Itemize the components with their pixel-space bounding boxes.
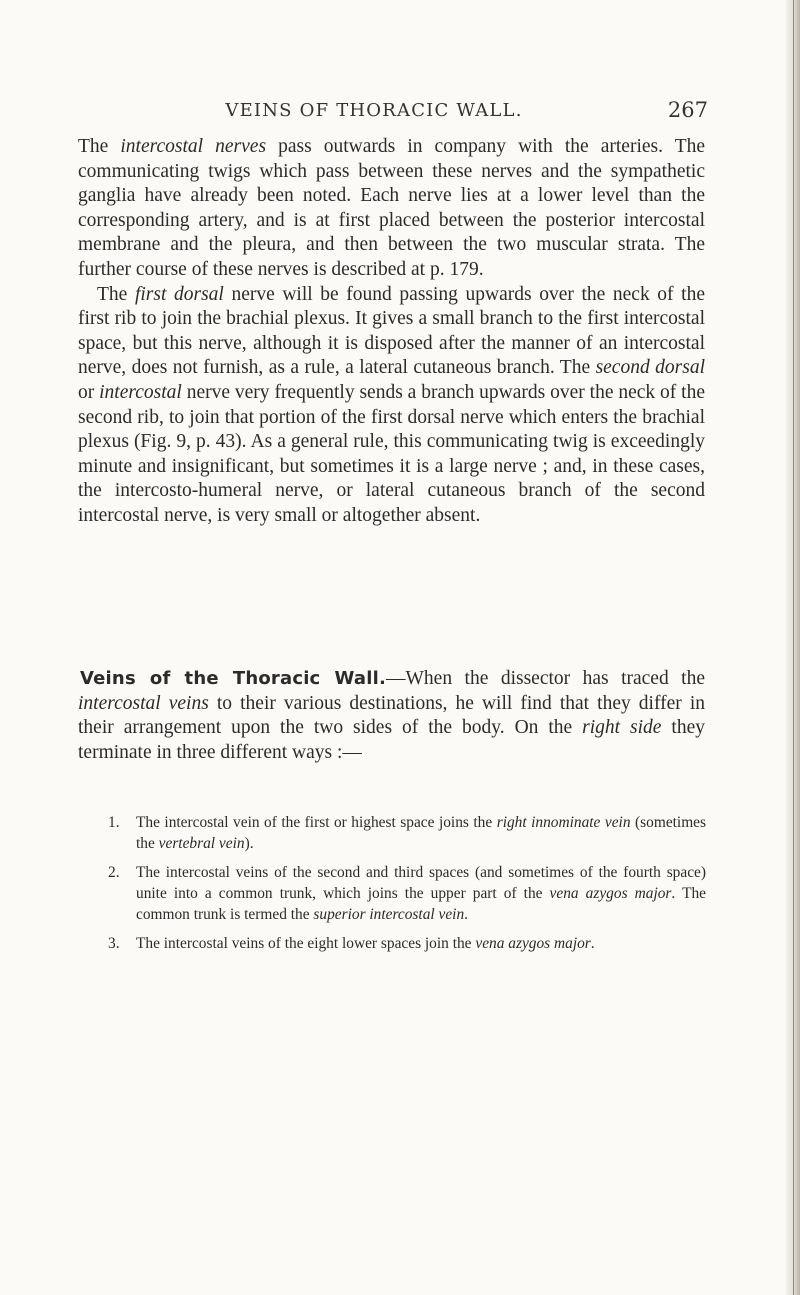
italic-term: vena azygos major (475, 935, 591, 952)
paragraph-intercostal-nerves (78, 135, 705, 283)
text-span: to their various destinations, he will find that they differ in their arrangement upon the two sides of the body. On the (78, 692, 705, 739)
paragraph-first-dorsal-nerve (78, 283, 705, 529)
text-span: —When the dissector has traced the (386, 668, 705, 689)
text-span: The (97, 283, 135, 305)
italic-term: first dorsal (134, 283, 224, 305)
page-number: 267 (667, 98, 708, 122)
section-veins-thoracic-wall (78, 667, 705, 765)
list-item (108, 933, 706, 954)
main-text (78, 135, 705, 529)
text-span: . The common trunk is termed the (136, 885, 706, 923)
running-head: VEINS OF THORACIC WALL. (225, 100, 523, 121)
paragraph-veins (78, 667, 705, 765)
section-heading: Veins of the Thoracic Wall. (80, 668, 387, 689)
list-number: 1. (108, 814, 120, 831)
italic-term: intercostal nerves (120, 136, 267, 157)
page-edge-line (793, 0, 794, 1295)
italic-term: intercostal veins (78, 692, 209, 714)
list-number: 3. (108, 935, 120, 952)
italic-term: vena azygos major (549, 885, 672, 902)
italic-term: right side (582, 717, 662, 739)
page-header (40, 100, 708, 126)
italic-term: second dorsal (595, 357, 705, 379)
text-span: nerve will be found passing upwards over the neck of the first rib to join the brachial plexus. It gives a small branch to the first intercostal space, but this nerve, although it is disposed after the manner of an intercostal nerve, does not furnish, as a rule, a lateral cutaneous branch. The (78, 283, 705, 379)
text-span: The (78, 136, 121, 157)
text-span: . (590, 935, 595, 952)
text-span: or (78, 381, 100, 403)
italic-term: superior intercostal vein (313, 906, 465, 923)
termination-list (108, 812, 706, 962)
text-span: The intercostal vein of the first or highest space joins the (136, 814, 497, 831)
text-span: The intercostal veins of the second and third spaces (and sometimes of the fourth space) unite into a common trunk, which joins the upper part of the (136, 864, 706, 902)
text-span: ). (244, 835, 254, 852)
text-span: pass outwards in company with the arteries. The communicating twigs which pass between these nerves and the sympathetic ganglia have already been noted. Each nerve lies at a lower level than the corresponding artery, and is at first placed between the posterior intercostal membrane and the pleura, and then between the two muscular strata. The further course of these nerves is described at p. 179. (78, 136, 706, 280)
text-span: they terminate in three different ways :— (78, 717, 705, 763)
text-span: nerve very frequently sends a branch upwards over the neck of the second rib, to join that portion of the first dorsal nerve which enters the brachial plexus (Fig. 9, p. 43). As a general rule, this communicating twig is exceedingly minute and insignificant, but sometimes it is a large nerve ; and, in these cases, the intercosto-humeral nerve, or lateral cutaneous branch of the second intercostal nerve, is very small or altogether absent. (78, 381, 706, 526)
text-span: . (464, 906, 468, 923)
italic-term: vertebral vein (158, 835, 245, 852)
list-number: 2. (108, 864, 120, 881)
list-item (108, 862, 706, 925)
italic-term: intercostal (99, 381, 182, 403)
list-item (108, 812, 706, 854)
text-span: (sometimes the (136, 814, 706, 852)
text-span: The intercostal veins of the eight lower spaces join the (136, 935, 476, 952)
italic-term: right innominate vein (496, 814, 631, 831)
